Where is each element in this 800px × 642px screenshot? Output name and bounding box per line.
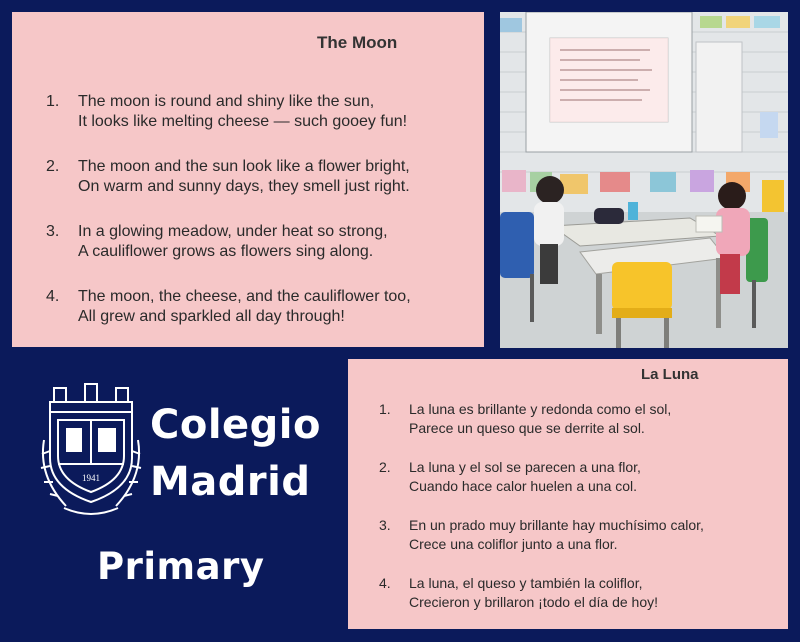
- stanza-number: 4.: [46, 288, 60, 305]
- poem-line: A cauliflower grows as flowers sing along.: [78, 243, 374, 260]
- poem-line: Cuando hace calor huelen a una col.: [409, 478, 638, 494]
- classroom-photo: [500, 12, 788, 348]
- stanza-number: 2.: [46, 158, 60, 175]
- poem-line: The moon, the cheese, and the cauliflower too,: [78, 288, 411, 305]
- stanza-item: [46, 287, 411, 327]
- stanza-number: 1.: [379, 401, 391, 417]
- poem-title-spanish: La Luna: [641, 366, 699, 383]
- school-crest-logo: [36, 380, 146, 525]
- crest-year: 1941: [82, 473, 100, 483]
- stanza-item: [46, 157, 411, 197]
- poem-card-spanish: [348, 359, 788, 629]
- poem-stanzas-english: [46, 92, 411, 352]
- poem-line: The moon and the sun look like a flower bright,: [78, 158, 410, 175]
- brand-name-line1: Colegio: [150, 402, 321, 448]
- stanza-item: [379, 458, 704, 496]
- poem-line: Crece una coliflor junto a una flor.: [409, 536, 618, 552]
- poem-line: En un prado muy brillante hay muchísimo calor,: [409, 517, 704, 533]
- poem-line: All grew and sparkled all day through!: [78, 308, 345, 325]
- poem-line: La luna, el queso y también la coliflor,: [409, 575, 643, 591]
- poem-line: Parece un queso que se derrite al sol.: [409, 420, 645, 436]
- stanza-number: 2.: [379, 459, 391, 475]
- stanza-item: [379, 516, 704, 554]
- poem-card-english: [12, 12, 484, 347]
- stanza-item: [46, 92, 411, 132]
- section-label: Primary: [97, 545, 265, 588]
- brand-name-line2: Madrid: [150, 459, 311, 505]
- poem-line: On warm and sunny days, they smell just right.: [78, 178, 410, 195]
- stanza-number: 3.: [379, 517, 391, 533]
- stanza-item: [379, 574, 704, 612]
- stanza-item: [46, 222, 411, 262]
- poem-line: La luna es brillante y redonda como el sol,: [409, 401, 672, 417]
- stanza-number: 4.: [379, 575, 391, 591]
- stanza-item: [379, 400, 704, 438]
- stanza-number: 3.: [46, 223, 60, 240]
- poem-line: Crecieron y brillaron ¡todo el día de hoy!: [409, 594, 659, 610]
- poem-line: The moon is round and shiny like the sun,: [78, 93, 375, 110]
- poem-line: In a glowing meadow, under heat so strong,: [78, 223, 388, 240]
- poem-stanzas-spanish: [379, 400, 704, 632]
- poem-title-english: The Moon: [317, 33, 398, 52]
- poem-line: La luna y el sol se parecen a una flor,: [409, 459, 641, 475]
- stanza-number: 1.: [46, 93, 60, 110]
- poem-line: It looks like melting cheese — such gooey fun!: [78, 113, 408, 130]
